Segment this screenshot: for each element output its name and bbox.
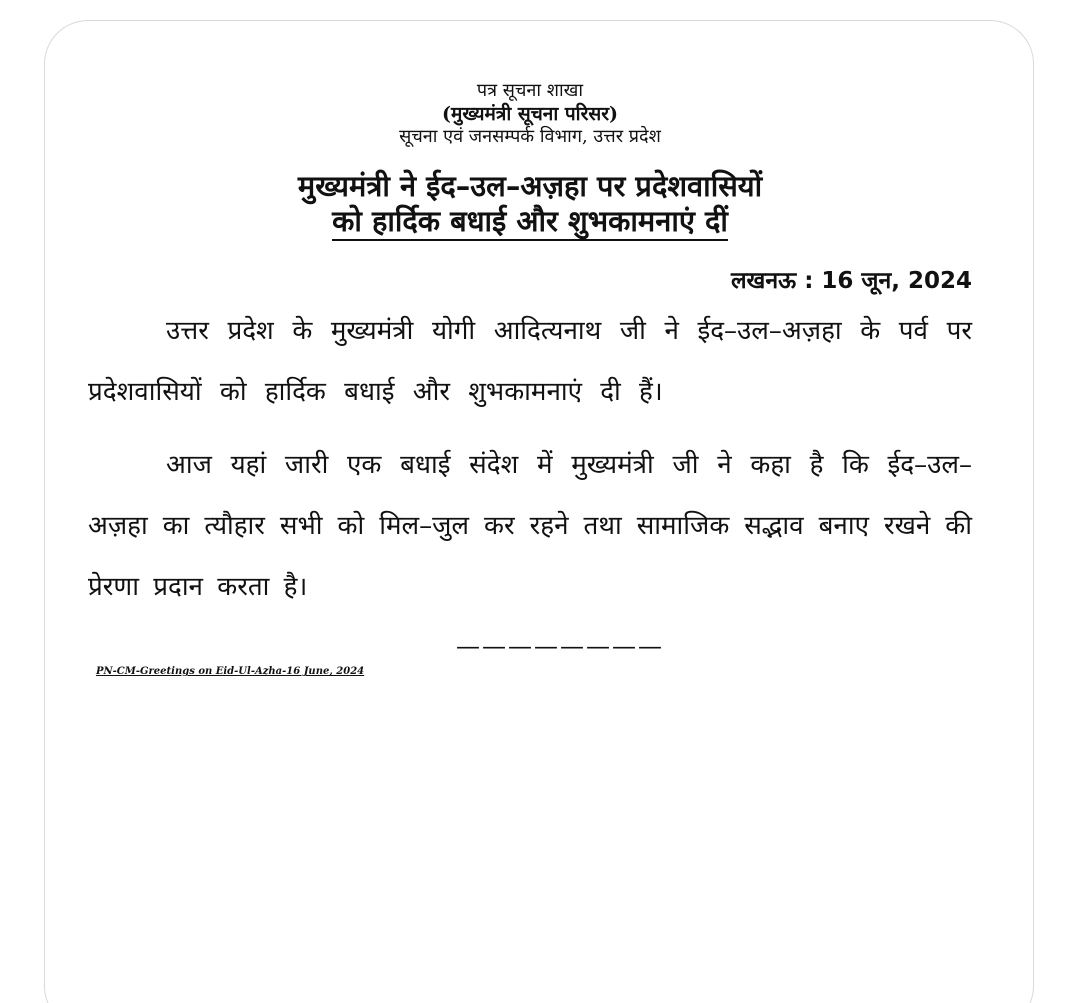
department-branch: पत्र सूचना शाखा xyxy=(476,80,584,101)
reference-code: PN-CM-Greetings on Eid-Ul-Azha-16 June, 2024 xyxy=(96,666,365,678)
department-name: सूचना एवं जनसम्पर्क विभाग, उत्तर प्रदेश xyxy=(399,126,661,148)
letterhead xyxy=(88,80,972,149)
press-release-document xyxy=(88,80,972,677)
headline-line-1: मुख्यमंत्री ने ईद–उल–अज़हा पर प्रदेशवासियों xyxy=(297,168,763,203)
body-paragraph-2: आज यहां जारी एक बधाई संदेश में मुख्यमंत्री जी ने कहा है कि ईद–उल–अज़हा का त्यौहार सभी को मिल–जुल कर रहने तथा सामाजिक सद्भाव बनाए रखने की प्रेरणा प्रदान करता है। xyxy=(88,450,972,603)
dateline: लखनऊ : 16 जून, 2024 xyxy=(730,268,972,295)
end-divider: ———————— xyxy=(456,632,664,661)
headline-line-2: को हार्दिक बधाई और शुभकामनाएं दीं xyxy=(332,204,728,242)
body-paragraph-1: उत्तर प्रदेश के मुख्यमंत्री योगी आदित्यनाथ जी ने ईद–उल–अज़हा के पर्व पर प्रदेशवासियों को हार्दिक बधाई और शुभकामनाएं दी हैं। xyxy=(88,316,972,408)
office-name: (मुख्यमंत्री सूचना परिसर) xyxy=(442,102,618,125)
press-release-headline xyxy=(88,169,972,242)
